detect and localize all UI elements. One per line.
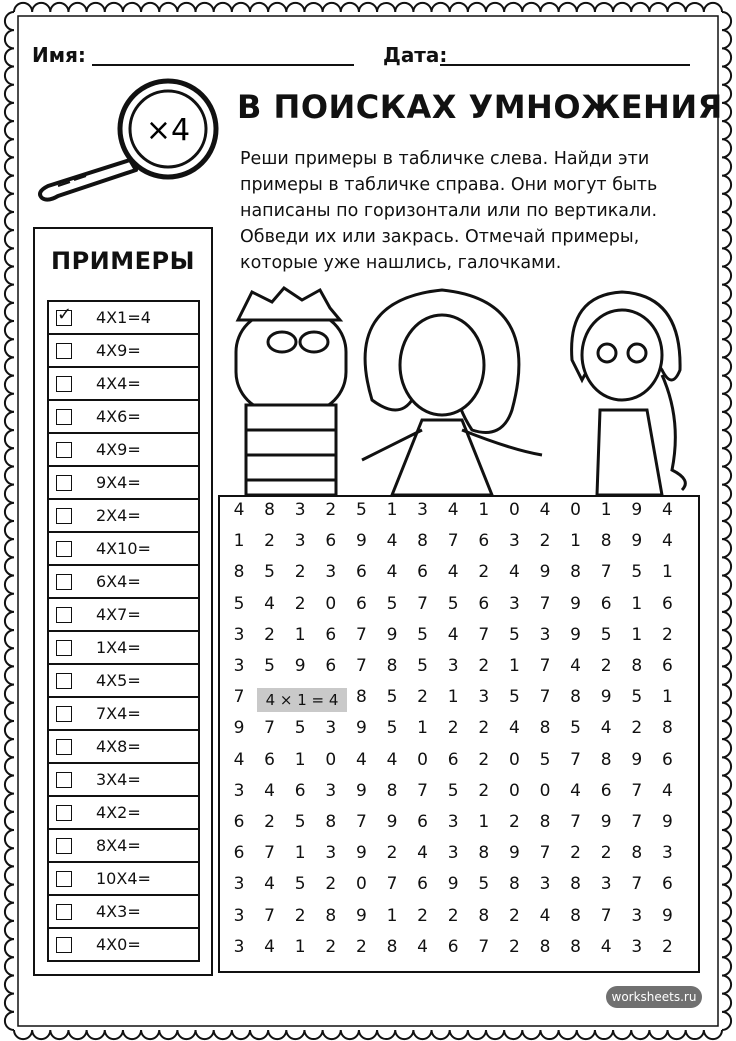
grid-digit: 9 [355, 905, 367, 926]
grid-digit: 9 [386, 812, 398, 832]
example-checkbox[interactable] [56, 376, 72, 392]
grid-digit: 8 [570, 905, 581, 926]
grid-digit: 5 [417, 656, 428, 676]
grid-digit: 6 [661, 749, 673, 770]
grid-digit: 3 [233, 656, 245, 676]
grid-digit: 1 [294, 749, 306, 770]
grid-digit: 7 [447, 531, 459, 552]
grid-digit: 6 [447, 749, 459, 770]
example-item [49, 632, 198, 665]
grid-digit: 1 [631, 624, 643, 645]
example-checkbox[interactable] [56, 343, 72, 359]
grid-digit: 6 [600, 593, 612, 614]
grid-digit: 4 [447, 500, 459, 520]
badge-text: ×4 [145, 113, 191, 148]
grid-digit: 2 [539, 531, 551, 552]
grid-digit: 7 [355, 656, 367, 676]
example-checkbox[interactable] [56, 871, 72, 887]
grid-digit: 5 [631, 687, 643, 708]
grid-digit: 3 [294, 500, 306, 520]
grid-digit: 6 [661, 656, 673, 676]
grid-digit: 8 [478, 905, 490, 926]
grid-digit: 6 [661, 593, 673, 614]
grid-digit: 3 [294, 531, 306, 552]
grid-digit: 2 [570, 843, 581, 864]
grid-digit: 7 [478, 936, 490, 957]
grid-digit: 8 [570, 562, 581, 583]
grid-digit: 4 [264, 874, 275, 895]
grid-digit: 1 [478, 812, 490, 832]
example-text: 4X8= [96, 737, 141, 756]
grid-digit: 8 [661, 718, 673, 739]
example-item [49, 896, 198, 929]
grid-digit: 1 [294, 843, 306, 864]
grid-digit: 0 [570, 500, 581, 520]
grid-digit: 0 [325, 749, 337, 770]
grid-digit: 8 [264, 500, 275, 520]
grid-digit: 8 [478, 843, 490, 864]
grid-digit: 9 [539, 562, 551, 583]
grid-digit: 2 [294, 905, 306, 926]
grid-digit: 7 [631, 812, 643, 832]
grid-digit: 2 [294, 593, 306, 614]
grid-digit: 2 [478, 562, 490, 583]
grid-digit: 9 [233, 718, 245, 739]
examples-title: ПРИМЕРЫ [51, 247, 195, 275]
grid-digit: 9 [600, 687, 612, 708]
grid-digit: 3 [447, 812, 459, 832]
example-text: 10X4= [96, 869, 151, 888]
grid-digit: 2 [600, 843, 612, 864]
example-item [49, 665, 198, 698]
grid-digit: 5 [233, 593, 245, 614]
grid-digit: 6 [264, 749, 275, 770]
grid-digit: 3 [539, 874, 551, 895]
grid-digit: 5 [386, 718, 398, 739]
grid-digit: 4 [570, 780, 581, 801]
example-checkbox[interactable] [56, 508, 72, 524]
grid-digit: 8 [600, 749, 612, 770]
example-text: 4X1=4 [96, 308, 151, 327]
grid-digit: 8 [325, 905, 337, 926]
example-checkbox[interactable] [56, 409, 72, 425]
example-text: 1X4= [96, 638, 141, 657]
grid-digit: 8 [355, 687, 367, 708]
grid-digit: 2 [478, 718, 490, 739]
grid-digit: 2 [508, 905, 520, 926]
grid-digit: 1 [386, 905, 398, 926]
grid-digit: 6 [417, 874, 428, 895]
grid-digit: 7 [539, 656, 551, 676]
grid-digit: 4 [661, 531, 673, 552]
example-checkbox[interactable] [56, 706, 72, 722]
grid-digit: 3 [233, 874, 245, 895]
grid-digit: 4 [386, 562, 398, 583]
grid-digit: 2 [264, 531, 275, 552]
grid-digit: 9 [355, 718, 367, 739]
grid-digit: 5 [294, 812, 306, 832]
grid-digit: 5 [386, 593, 398, 614]
grid-digit: 5 [355, 500, 367, 520]
grid-digit: 4 [233, 749, 245, 770]
grid-digit: 4 [417, 936, 428, 957]
grid-digit: 7 [600, 562, 612, 583]
grid-digit: 2 [294, 562, 306, 583]
grid-digit: 7 [539, 843, 551, 864]
example-item [49, 764, 198, 797]
example-checkbox[interactable] [56, 937, 72, 953]
grid-digit: 0 [508, 749, 520, 770]
grid-digit: 4 [386, 531, 398, 552]
example-checkbox[interactable] [56, 607, 72, 623]
example-item [49, 467, 198, 500]
grid-digit: 2 [417, 905, 428, 926]
grid-digit: 6 [233, 843, 245, 864]
grid-digit: 4 [386, 749, 398, 770]
grid-digit: 8 [508, 874, 520, 895]
grid-digit: 8 [417, 531, 428, 552]
example-item [49, 434, 198, 467]
grid-digit: 2 [264, 624, 275, 645]
example-item [49, 929, 198, 962]
magnifier-icon [30, 74, 235, 204]
example-text: 4X2= [96, 803, 141, 822]
grid-digit: 3 [233, 624, 245, 645]
grid-digit: 9 [661, 905, 673, 926]
grid-digit: 3 [478, 687, 490, 708]
grid-digit: 1 [661, 562, 673, 583]
grid-digit: 6 [355, 593, 367, 614]
grid-digit: 2 [478, 780, 490, 801]
grid-digit: 9 [294, 656, 306, 676]
example-checkbox[interactable] [56, 904, 72, 920]
grid-digit: 5 [264, 562, 275, 583]
grid-digit: 3 [508, 593, 520, 614]
grid-digit: 1 [600, 500, 612, 520]
date-field[interactable] [440, 64, 690, 66]
grid-digit: 5 [386, 687, 398, 708]
example-item [49, 698, 198, 731]
grid-digit: 7 [264, 843, 275, 864]
grid-digit: 1 [631, 593, 643, 614]
example-item [49, 797, 198, 830]
date-label: Дата: [383, 43, 448, 67]
grid-digit: 7 [478, 624, 490, 645]
grid-digit: 3 [539, 624, 551, 645]
example-checkbox[interactable] [56, 739, 72, 755]
grid-digit: 8 [631, 843, 643, 864]
example-item [49, 599, 198, 632]
grid-digit: 2 [325, 500, 337, 520]
grid-digit: 3 [233, 780, 245, 801]
example-text: 4X3= [96, 902, 141, 921]
grid-digit: 9 [600, 812, 612, 832]
grid-digit: 2 [355, 936, 367, 957]
grid-digit: 7 [539, 687, 551, 708]
grid-digit: 2 [661, 624, 673, 645]
grid-digit: 0 [325, 593, 337, 614]
grid-digit: 2 [447, 718, 459, 739]
grid-digit: 0 [539, 780, 551, 801]
grid-digit: 7 [386, 874, 398, 895]
example-item [49, 830, 198, 863]
example-item [49, 368, 198, 401]
grid-digit: 8 [386, 780, 398, 801]
grid-digit: 7 [233, 687, 245, 708]
grid-digit: 1 [478, 500, 490, 520]
grid-digit: 6 [417, 812, 428, 832]
grid-digit: 9 [631, 531, 643, 552]
example-item [49, 302, 198, 335]
grid-digit: 7 [600, 905, 612, 926]
grid-digit: 4 [570, 656, 581, 676]
grid-digit: 3 [325, 780, 337, 801]
example-text: 4X4= [96, 374, 141, 393]
grid-digit: 4 [508, 718, 520, 739]
grid-digit: 6 [661, 874, 673, 895]
grid-digit: 5 [508, 687, 520, 708]
grid-digit: 4 [233, 500, 245, 520]
grid-digit: 6 [417, 562, 428, 583]
grid-digit: 1 [447, 687, 459, 708]
grid-digit: 8 [386, 656, 398, 676]
grid-digit: 4 [264, 936, 275, 957]
grid-digit: 5 [570, 718, 581, 739]
grid-digit: 2 [631, 718, 643, 739]
example-checkbox[interactable] [56, 838, 72, 854]
grid-digit: 6 [447, 936, 459, 957]
example-text: 4X9= [96, 341, 141, 360]
grid-digit: 6 [478, 593, 490, 614]
grid-digit: 8 [325, 812, 337, 832]
grid-digit: 5 [508, 624, 520, 645]
grid-digit: 4 [447, 624, 459, 645]
grid-digit: 6 [325, 531, 337, 552]
grid-digit: 2 [508, 812, 520, 832]
example-text: 2X4= [96, 506, 141, 525]
grid-digit: 6 [600, 780, 612, 801]
grid-digit: 5 [478, 874, 490, 895]
example-item [49, 566, 198, 599]
grid-digit: 4 [264, 593, 275, 614]
grid-digit: 7 [570, 812, 581, 832]
grid-digit: 3 [447, 843, 459, 864]
grid-digit: 5 [264, 656, 275, 676]
example-checkbox[interactable] [56, 541, 72, 557]
grid-digit: 3 [233, 936, 245, 957]
examples-panel [33, 227, 213, 976]
grid-digit: 0 [508, 780, 520, 801]
grid-digit: 7 [417, 593, 428, 614]
grid-digit: 6 [325, 624, 337, 645]
example-text: 6X4= [96, 572, 141, 591]
page-title: В ПОИСКАХ УМНОЖЕНИЯ [237, 88, 723, 126]
example-checkbox[interactable] [56, 673, 72, 689]
grid-digit: 6 [355, 562, 367, 583]
example-text: 4X0= [96, 935, 141, 954]
grid-digit: 2 [447, 905, 459, 926]
grid-digit: 2 [661, 936, 673, 957]
grid-digit: 3 [325, 562, 337, 583]
grid-digit: 8 [539, 936, 551, 957]
grid-digit: 9 [570, 624, 581, 645]
grid-digit: 1 [386, 500, 398, 520]
grid-digit: 9 [447, 874, 459, 895]
grid-digit: 4 [508, 562, 520, 583]
grid-digit: 9 [570, 593, 581, 614]
grid-digit: 5 [447, 593, 459, 614]
grid-digit: 4 [447, 562, 459, 583]
examples-list [47, 300, 200, 962]
grid-digit: 9 [355, 843, 367, 864]
grid-digit: 4 [264, 780, 275, 801]
grid-digit: 3 [661, 843, 673, 864]
grid-digit: 0 [355, 874, 367, 895]
grid-digit: 8 [539, 718, 551, 739]
grid-digit: 3 [600, 874, 612, 895]
example-item [49, 533, 198, 566]
grid-digit: 4 [417, 843, 428, 864]
example-text: 8X4= [96, 836, 141, 855]
example-text: 4X7= [96, 605, 141, 624]
example-item [49, 500, 198, 533]
grid-digit: 7 [355, 624, 367, 645]
grid-digit: 2 [600, 656, 612, 676]
grid-digit: 9 [355, 780, 367, 801]
grid-digit: 7 [264, 905, 275, 926]
grid-digit: 6 [294, 780, 306, 801]
grid-digit: 6 [478, 531, 490, 552]
example-text: 3X4= [96, 770, 141, 789]
grid-digit: 8 [600, 531, 612, 552]
grid-digit: 2 [478, 749, 490, 770]
name-field[interactable] [92, 64, 354, 66]
grid-digit: 4 [539, 905, 551, 926]
example-item [49, 401, 198, 434]
grid-digit: 9 [661, 812, 673, 832]
grid-digit: 2 [325, 936, 337, 957]
grid-digit: 5 [447, 780, 459, 801]
grid-digit: 4 [600, 936, 612, 957]
grid-digit: 5 [600, 624, 612, 645]
grid-digit: 8 [570, 874, 581, 895]
grid-digit: 3 [508, 531, 520, 552]
grid-digit: 5 [294, 718, 306, 739]
kids-illustration [222, 280, 706, 495]
name-label: Имя: [32, 43, 86, 67]
grid-digit: 7 [539, 593, 551, 614]
grid-digit: 4 [539, 500, 551, 520]
grid-digit: 9 [508, 843, 520, 864]
example-checkbox[interactable] [56, 574, 72, 590]
grid-digit: 7 [264, 718, 275, 739]
example-item [49, 863, 198, 896]
grid-digit: 0 [417, 749, 428, 770]
grid-digit: 9 [631, 749, 643, 770]
grid-digit: 3 [447, 656, 459, 676]
grid-digit: 6 [325, 656, 337, 676]
grid-digit: 3 [631, 936, 643, 957]
grid-digit: 1 [294, 624, 306, 645]
grid-digit: 2 [508, 936, 520, 957]
example-checkbox[interactable] [56, 475, 72, 491]
grid-digit: 8 [631, 656, 643, 676]
grid-digit: 9 [386, 624, 398, 645]
grid-digit: 8 [539, 812, 551, 832]
grid-digit: 8 [386, 936, 398, 957]
grid-digit: 4 [355, 749, 367, 770]
grid-digit: 7 [355, 812, 367, 832]
grid-digit: 2 [478, 656, 490, 676]
example-checkbox[interactable] [56, 772, 72, 788]
grid-digit: 3 [233, 905, 245, 926]
grid-digit: 7 [631, 780, 643, 801]
example-item [49, 335, 198, 368]
grid-digit: 8 [570, 687, 581, 708]
grid-digit: 4 [600, 718, 612, 739]
grid-digit: 9 [631, 500, 643, 520]
example-text: 4X9= [96, 440, 141, 459]
example-checkbox[interactable] [56, 805, 72, 821]
example-text: 4X10= [96, 539, 151, 558]
grid-digit: 3 [325, 718, 337, 739]
grid-digit: 5 [417, 624, 428, 645]
grid-digit: 1 [417, 718, 428, 739]
worksheets-logo[interactable]: worksheets.ru [606, 986, 702, 1008]
example-checkbox[interactable] [56, 442, 72, 458]
example-text: 7X4= [96, 704, 141, 723]
grid-digit: 2 [325, 874, 337, 895]
grid-digit: 2 [264, 812, 275, 832]
grid-digit: 3 [417, 500, 428, 520]
grid-digit: 1 [294, 936, 306, 957]
grid-digit: 7 [417, 780, 428, 801]
grid-digit: 7 [631, 874, 643, 895]
grid-digit: 8 [233, 562, 245, 583]
grid-digit: 0 [508, 500, 520, 520]
grid-digit: 1 [570, 531, 581, 552]
example-text: 4X5= [96, 671, 141, 690]
example-checkbox[interactable] [56, 310, 72, 326]
instructions: Реши примеры в табличке слева. Найди эти примеры в табличке справа. Они могут быть написаны по горизонтали или по вертикали. Обведи их или закрась. Отмечай примеры, которые уже нашлись, галочками. [240, 149, 658, 273]
grid-digit: 5 [294, 874, 306, 895]
grid-digit: 1 [661, 687, 673, 708]
example-checkbox[interactable] [56, 640, 72, 656]
grid-digit: 3 [325, 843, 337, 864]
highlighted-answer-text: 4 × 1 = 4 [265, 691, 339, 709]
grid-digit: 2 [417, 687, 428, 708]
grid-digit: 2 [386, 843, 398, 864]
grid-digit: 7 [570, 749, 581, 770]
example-item [49, 731, 198, 764]
grid-digit: 6 [233, 812, 245, 832]
grid-digit: 5 [539, 749, 551, 770]
grid-digit: 9 [355, 531, 367, 552]
example-text: 4X6= [96, 407, 141, 426]
example-text: 9X4= [96, 473, 141, 492]
grid-digit: 1 [508, 656, 520, 676]
grid-digit: 4 [661, 780, 673, 801]
grid-digit: 5 [631, 562, 643, 583]
grid-digit: 1 [233, 531, 245, 552]
grid-digit: 4 [661, 500, 673, 520]
grid-digit: 3 [631, 905, 643, 926]
grid-digit: 8 [570, 936, 581, 957]
